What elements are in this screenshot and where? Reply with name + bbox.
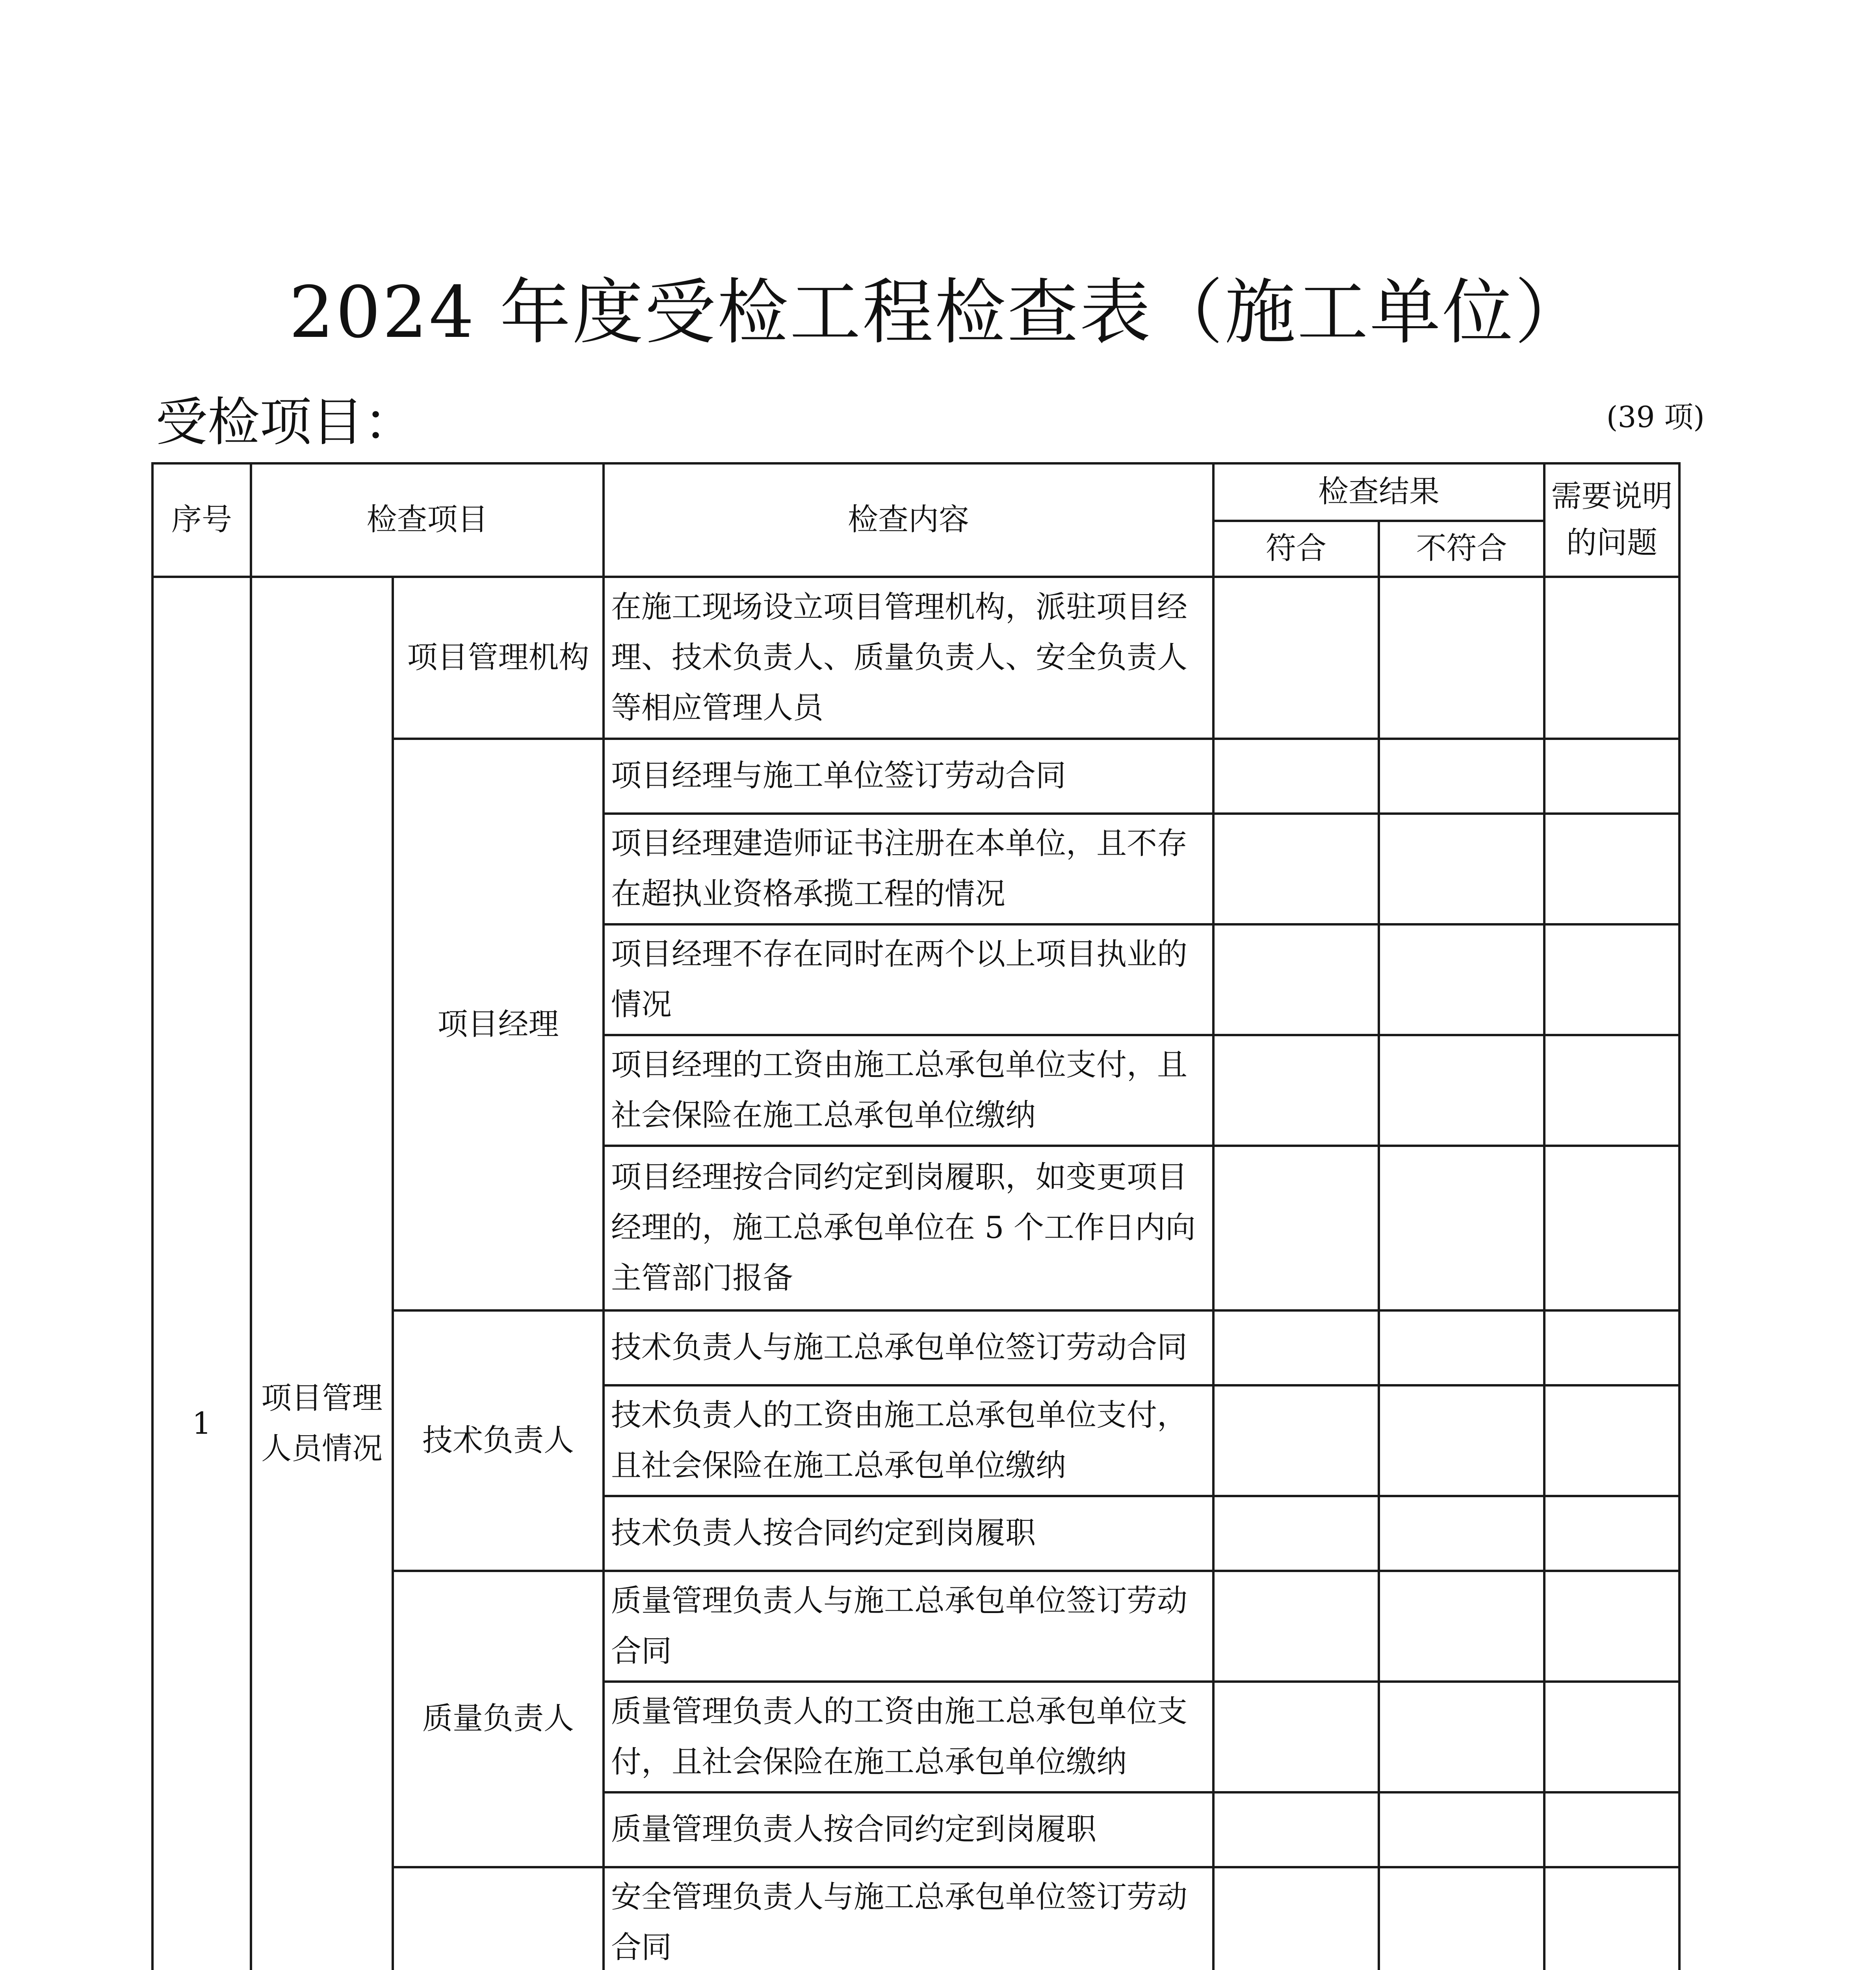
nonconform-cell[interactable] xyxy=(1379,1385,1544,1496)
conform-cell[interactable] xyxy=(1213,924,1379,1035)
nonconform-cell[interactable] xyxy=(1379,814,1544,924)
check-content-cell: 质量管理负责人的工资由施工总承包单位支付，且社会保险在施工总承包单位缴纳 xyxy=(604,1682,1213,1792)
check-content-cell: 技术负责人与施工总承包单位签订劳动合同 xyxy=(604,1310,1213,1385)
notes-cell[interactable] xyxy=(1544,924,1679,1035)
check-content-cell: 技术负责人的工资由施工总承包单位支付，且社会保险在施工总承包单位缴纳 xyxy=(604,1385,1213,1496)
inspected-project-label: 受检项目： xyxy=(156,392,416,453)
check-content-cell: 项目经理建造师证书注册在本单位，且不存在超执业资格承揽工程的情况 xyxy=(604,814,1213,924)
nonconform-cell[interactable] xyxy=(1379,1496,1544,1571)
check-content-cell: 项目经理不存在同时在两个以上项目执业的情况 xyxy=(604,924,1213,1035)
item-count: (39 项) xyxy=(1606,400,1705,434)
check-content-cell: 质量管理负责人按合同约定到岗履职 xyxy=(604,1792,1213,1867)
group-name: 技术负责人 xyxy=(393,1310,604,1571)
conform-cell[interactable] xyxy=(1213,1792,1379,1867)
notes-cell[interactable] xyxy=(1544,1146,1679,1310)
nonconform-cell[interactable] xyxy=(1379,1571,1544,1682)
check-content-cell: 项目经理的工资由施工总承包单位支付，且社会保险在施工总承包单位缴纳 xyxy=(604,1035,1213,1146)
conform-cell[interactable] xyxy=(1213,1035,1379,1146)
group-name: 项目经理 xyxy=(393,739,604,1310)
notes-cell[interactable] xyxy=(1544,1867,1679,1970)
group-name: 质量负责人 xyxy=(393,1571,604,1867)
nonconform-cell[interactable] xyxy=(1379,1867,1544,1970)
notes-cell[interactable] xyxy=(1544,1571,1679,1682)
nonconform-cell[interactable] xyxy=(1379,1792,1544,1867)
notes-cell[interactable] xyxy=(1544,814,1679,924)
notes-cell[interactable] xyxy=(1544,1496,1679,1571)
seq-cell: 1 xyxy=(152,577,251,1970)
header-notes: 需要说明的问题 xyxy=(1544,463,1679,577)
notes-cell[interactable] xyxy=(1544,577,1679,739)
category-cell: 项目管理人员情况 xyxy=(251,577,393,1970)
nonconform-cell[interactable] xyxy=(1379,1310,1544,1385)
notes-cell[interactable] xyxy=(1544,1310,1679,1385)
notes-cell[interactable] xyxy=(1544,1682,1679,1792)
check-content-cell: 安全管理负责人与施工总承包单位签订劳动合同 xyxy=(604,1867,1213,1970)
check-content-cell: 在施工现场设立项目管理机构，派驻项目经理、技术负责人、质量负责人、安全负责人等相应管理人员 xyxy=(604,577,1213,739)
nonconform-cell[interactable] xyxy=(1379,924,1544,1035)
group-name: 项目管理机构 xyxy=(393,577,604,739)
conform-cell[interactable] xyxy=(1213,1146,1379,1310)
conform-cell[interactable] xyxy=(1213,1496,1379,1571)
conform-cell[interactable] xyxy=(1213,1682,1379,1792)
nonconform-cell[interactable] xyxy=(1379,1146,1544,1310)
notes-cell[interactable] xyxy=(1544,1792,1679,1867)
conform-cell[interactable] xyxy=(1213,1385,1379,1496)
nonconform-cell[interactable] xyxy=(1379,577,1544,739)
notes-cell[interactable] xyxy=(1544,1035,1679,1146)
nonconform-cell[interactable] xyxy=(1379,1682,1544,1792)
notes-cell[interactable] xyxy=(1544,1385,1679,1496)
group-name xyxy=(393,1867,604,1970)
conform-cell[interactable] xyxy=(1213,577,1379,739)
header-conform: 符合 xyxy=(1213,521,1379,577)
conform-cell[interactable] xyxy=(1213,1571,1379,1682)
check-content-cell: 项目经理按合同约定到岗履职，如变更项目经理的，施工总承包单位在 5 个工作日内向主管部门报备 xyxy=(604,1146,1213,1310)
nonconform-cell[interactable] xyxy=(1379,1035,1544,1146)
conform-cell[interactable] xyxy=(1213,739,1379,814)
check-content-cell: 项目经理与施工单位签订劳动合同 xyxy=(604,739,1213,814)
conform-cell[interactable] xyxy=(1213,814,1379,924)
inspection-table xyxy=(151,462,1681,1970)
header-check-content: 检查内容 xyxy=(604,463,1213,577)
check-content-cell: 技术负责人按合同约定到岗履职 xyxy=(604,1496,1213,1571)
document-title: 2024 年度受检工程检查表（施工单位） xyxy=(289,271,1587,354)
nonconform-cell[interactable] xyxy=(1379,739,1544,814)
header-nonconform: 不符合 xyxy=(1379,521,1544,577)
conform-cell[interactable] xyxy=(1213,1867,1379,1970)
check-content-cell: 质量管理负责人与施工总承包单位签订劳动合同 xyxy=(604,1571,1213,1682)
header-seq: 序号 xyxy=(152,463,251,577)
notes-cell[interactable] xyxy=(1544,739,1679,814)
conform-cell[interactable] xyxy=(1213,1310,1379,1385)
header-result: 检查结果 xyxy=(1213,463,1544,521)
header-check-item: 检查项目 xyxy=(251,463,604,577)
